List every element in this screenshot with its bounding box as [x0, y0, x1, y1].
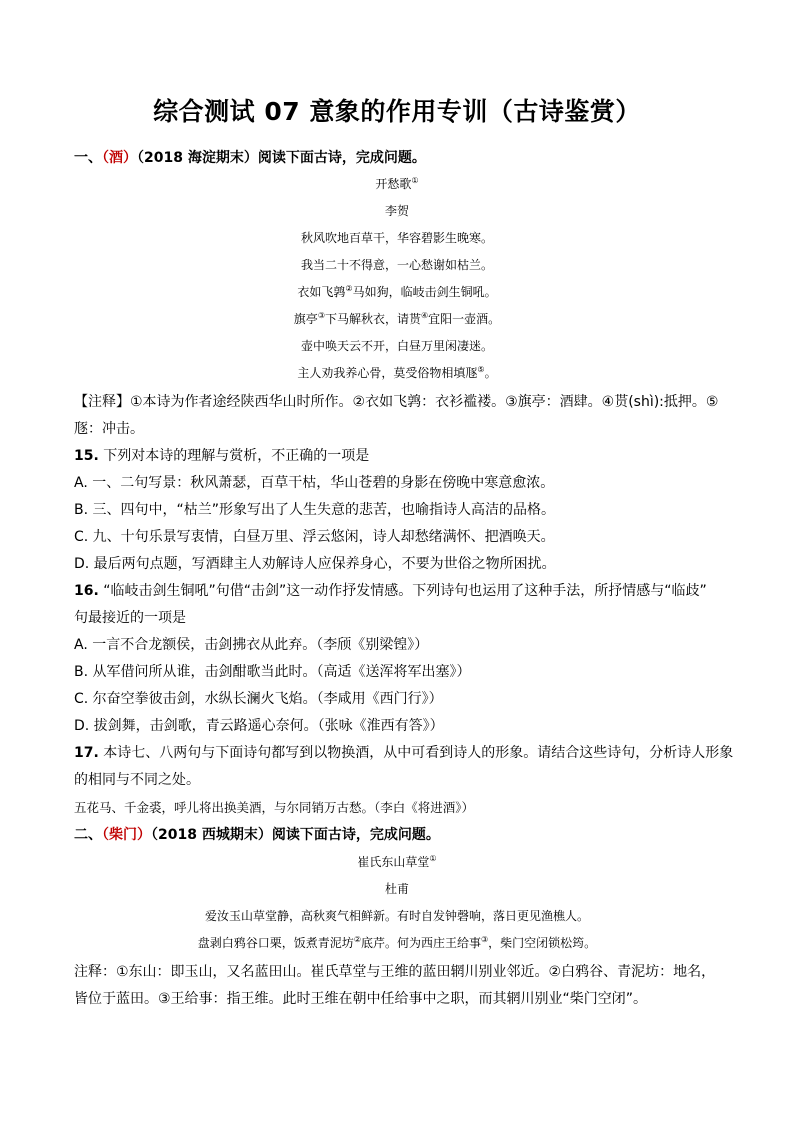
question-number: 16.	[74, 583, 99, 599]
annotation-line: 豗：冲击。	[74, 421, 144, 437]
poem-line: 我当二十不得意，一心愁谢如枯兰。	[300, 258, 493, 272]
question-stem-continued: 句最接近的一项是	[74, 610, 186, 626]
section-1-header	[74, 149, 734, 167]
section-number: 二、	[74, 827, 102, 843]
page-title: 综合测试 07 意象的作用专训（古诗鉴赏）	[153, 97, 641, 126]
section-number: 一、	[74, 150, 102, 166]
question-number: 17.	[74, 745, 99, 761]
quoted-verse: 五花马、千金裘，呼儿将出换美酒，与尔同销万古愁。（李白《将进酒》）	[74, 800, 475, 815]
poem-author: 李贺	[384, 204, 409, 218]
section-2-header	[74, 826, 734, 844]
footnote-marker: ③	[317, 311, 325, 320]
option-a: A. 一、二句写景：秋风萧瑟，百草干枯，华山苍碧的身影在傍晚中寒意愈浓。	[74, 475, 555, 491]
poem-title: 开愁歌①	[375, 176, 419, 191]
footnote-marker: ①	[411, 176, 419, 185]
option-d: D. 拔剑舞，击剑歌，青云路遥心奈何。（张咏《淮西有答》）	[74, 718, 444, 734]
poem-line: 主人劝我养心骨，莫受俗物相填豗⑤。	[297, 365, 497, 380]
footnote-marker: ⑤	[477, 365, 485, 374]
footnote-marker: ②	[353, 935, 361, 944]
poem-line: 秋风吹地百草干，华容碧影生晚寒。	[300, 231, 493, 245]
annotation-line: 注释：①东山：即玉山，又名蓝田山。崔氏草堂与王维的蓝田辋川别业邻近。②白鸦谷、青泥坊：地名，	[74, 964, 716, 980]
question-stem: “临岐击剑生铜吼”句借“击剑”这一动作抒发情感。下列诗句也运用了这种手法，所抒情感与“临歧”	[98, 583, 707, 599]
question-17	[74, 744, 734, 762]
question-stem: 下列对本诗的理解与赏析，不正确的一项是	[98, 448, 370, 464]
section-keyword: （酒）	[102, 150, 137, 166]
question-stem-continued: 的相同与不同之处。	[74, 772, 200, 788]
poem-line: 盘剥白鸦谷口栗，饭煮青泥坊②底芹。何为西庄王给事③，柴门空闭锁松筠。	[197, 935, 597, 950]
annotation-line: 【注释】①本诗为作者途经陕西华山时所作。②衣如飞鹑：衣衫褴褛。③旗亭：酒肆。④贳(shì):抵押。⑤	[74, 394, 719, 410]
section-instruction: （2018 西城期末）阅读下面古诗，完成问题。	[151, 827, 440, 843]
option-b: B. 三、四句中，“枯兰”形象写出了人生失意的悲苦，也喻指诗人高洁的品格。	[74, 502, 556, 518]
question-16	[74, 582, 734, 600]
option-c: C. 九、十句乐景写衷情，白昼万里、浮云悠闲，诗人却愁绪满怀、把酒唤天。	[74, 529, 555, 545]
option-c: C. 尔奋空拳彼击剑，水纵长澜火飞焰。（李咸用《西门行》）	[74, 691, 443, 707]
question-15	[74, 447, 734, 465]
option-a: A. 一言不合龙额侯，击剑拂衣从此弃。（李颀《别梁锽》）	[74, 637, 429, 653]
section-keyword: （柴门）	[102, 827, 151, 843]
poem-title: 崔氏东山草堂①	[357, 854, 437, 869]
poem-line: 衣如飞鹑②马如狗，临岐击剑生铜吼。	[297, 284, 497, 299]
question-stem: 本诗七、八两句与下面诗句都写到以物换酒，从中可看到诗人的形象。请结合这些诗句，分析诗人形象	[98, 745, 734, 761]
poem-line: 壶中唤天云不开，白昼万里闲凄迷。	[300, 339, 493, 353]
option-d: D. 最后两句点题，写酒肆主人劝解诗人应保养身心，不要为世俗之物所困扰。	[74, 556, 556, 572]
footnote-marker: ②	[345, 284, 353, 293]
annotation-line: 皆位于蓝田。③王给事：指王维。此时王维在朝中任给事中之职，而其辋川别业“柴门空闭”。	[74, 991, 648, 1007]
poem-line: 爱汝玉山草堂静，高秋爽气相鲜新。有时自发钟磬响，落日更见渔樵人。	[204, 909, 589, 923]
question-number: 15.	[74, 448, 99, 464]
footnote-marker: ④	[421, 311, 429, 320]
footnote-marker: ①	[429, 854, 437, 863]
option-b: B. 从军借问所从谁，击剑酣歌当此时。（高适《送浑将军出塞》）	[74, 664, 471, 680]
poem-author: 杜甫	[384, 882, 409, 896]
footnote-marker: ③	[481, 935, 489, 944]
poem-line: 旗亭③下马解秋衣，请贳④宜阳一壶酒。	[293, 311, 501, 326]
section-instruction: （2018 海淀期末）阅读下面古诗，完成问题。	[137, 150, 426, 166]
